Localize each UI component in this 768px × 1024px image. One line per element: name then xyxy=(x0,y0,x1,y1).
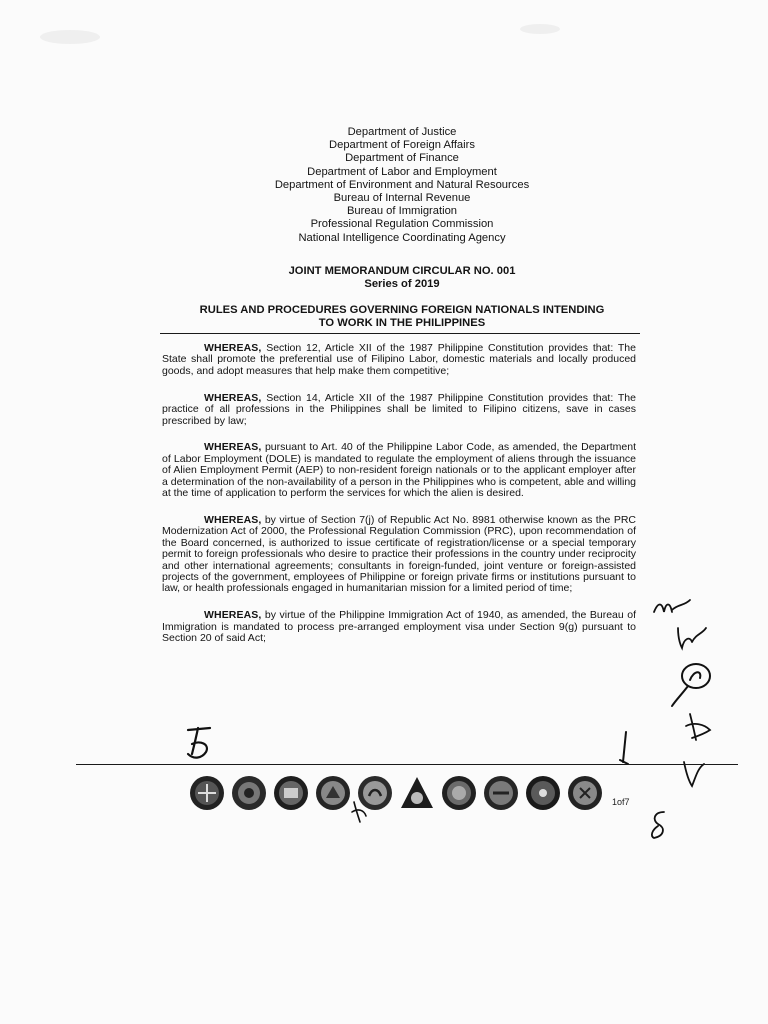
circular-title-block xyxy=(160,265,644,290)
paragraph-text: Section 14, Article XII of the 1987 Philippine Constitution provides that: The practice of all professions in the Philippines shall be limited to Filipino citizens, save in cases prescribed by law; xyxy=(162,391,636,427)
seal-icon xyxy=(566,774,604,812)
whereas-paragraph xyxy=(162,343,636,377)
whereas-paragraph xyxy=(162,610,636,644)
agency-name: Department of Labor and Employment xyxy=(307,165,497,178)
handwritten-initial xyxy=(652,596,692,620)
circular-series: Series of 2019 xyxy=(364,277,440,290)
paragraph-lead: WHEREAS, xyxy=(204,391,262,404)
heading-divider xyxy=(160,333,640,334)
agency-name: Department of Finance xyxy=(345,152,459,165)
paragraph-text: pursuant to Art. 40 of the Philippine Labor Code, as amended, the Department of Labor Employment (DOLE) is mandated to regulate the employment of aliens through the issuance of Alien Employment Permit (AEP) to non-resident foreign nationals or to the applicant employer after a determination of the non-availability of a person in the Philippines who is competent, able and willing at the time of application to perform the services for which the alien is desired. xyxy=(162,441,636,500)
scan-smudge xyxy=(520,24,560,34)
paragraph-lead: WHEREAS, xyxy=(204,609,262,622)
seal-icon xyxy=(272,774,310,812)
subject-line-2: TO WORK IN THE PHILIPPINES xyxy=(318,317,486,329)
seal-icon xyxy=(398,774,436,812)
seal-icon xyxy=(440,774,478,812)
whereas-paragraph xyxy=(162,442,636,499)
seal-icon xyxy=(188,774,226,812)
handwritten-initial xyxy=(682,712,716,744)
agency-list xyxy=(160,126,644,245)
agency-name: Department of Justice xyxy=(347,126,457,138)
paragraph-text: by virtue of Section 7(j) of Republic Act No. 8981 otherwise known as the PRC Modernization Act of 2000, the Professional Regulation Commission (PRC), upon recommendation of the Board concerned, is authorized to issue certificate of registration/license or a special temporary permit to foreign professionals who desire to practice their professions in the country under reciprocity and other international agreements; consultants in foreign-funded, joint venture or foreign-assisted projects of the government, employees of Philippine or foreign private firms or institutions pursuant to law, or health professionals engaged in humanitarian mission for a limited period of time; xyxy=(162,513,636,595)
agency-name: Professional Regulation Commission xyxy=(310,218,494,231)
agency-name: Bureau of Immigration xyxy=(346,205,458,218)
agency-name: National Intelligence Coordinating Agency xyxy=(298,231,506,244)
document-body xyxy=(162,343,636,660)
handwritten-initial xyxy=(680,758,710,790)
agency-name: Department of Foreign Affairs xyxy=(329,139,475,152)
paragraph-lead: WHEREAS, xyxy=(204,342,262,354)
whereas-paragraph xyxy=(162,515,636,595)
circular-title: JOINT MEMORANDUM CIRCULAR NO. 001 xyxy=(288,265,516,277)
agency-seals-row xyxy=(188,770,600,816)
whereas-paragraph xyxy=(162,393,636,427)
agency-name: Department of Environment and Natural Resources xyxy=(274,178,530,191)
page-number: 1of7 xyxy=(612,797,630,807)
paragraph-lead: WHEREAS, xyxy=(204,513,262,526)
seal-icon xyxy=(230,774,268,812)
paragraph-text: Section 12, Article XII of the 1987 Philippine Constitution provides that: The State shall promote the preferential use of Filipino Labor, domestic materials and locally produced goods, and adopt measures that help make them competitive; xyxy=(162,342,636,377)
scan-smudge xyxy=(40,30,100,44)
handwritten-initial xyxy=(348,800,370,824)
handwritten-initial xyxy=(184,724,218,764)
seal-icon xyxy=(482,774,520,812)
agency-name: Bureau of Internal Revenue xyxy=(333,192,471,205)
handwritten-initial xyxy=(674,624,710,652)
handwritten-initial xyxy=(616,730,636,766)
subject-line-1: RULES AND PROCEDURES GOVERNING FOREIGN NATIONALS INTENDING xyxy=(199,304,605,316)
paragraph-lead: WHEREAS, xyxy=(204,441,262,454)
handwritten-initial xyxy=(644,808,674,842)
footer-divider xyxy=(76,764,738,765)
subject-heading xyxy=(160,304,644,330)
handwritten-initial xyxy=(668,660,716,710)
seal-icon xyxy=(314,774,352,812)
paragraph-text: by virtue of the Philippine Immigration Act of 1940, as amended, the Bureau of Immigration is mandated to process pre-arranged employment visa under Section 9(g) pursuant to Section 20 of said Act; xyxy=(162,609,636,645)
seal-icon xyxy=(524,774,562,812)
